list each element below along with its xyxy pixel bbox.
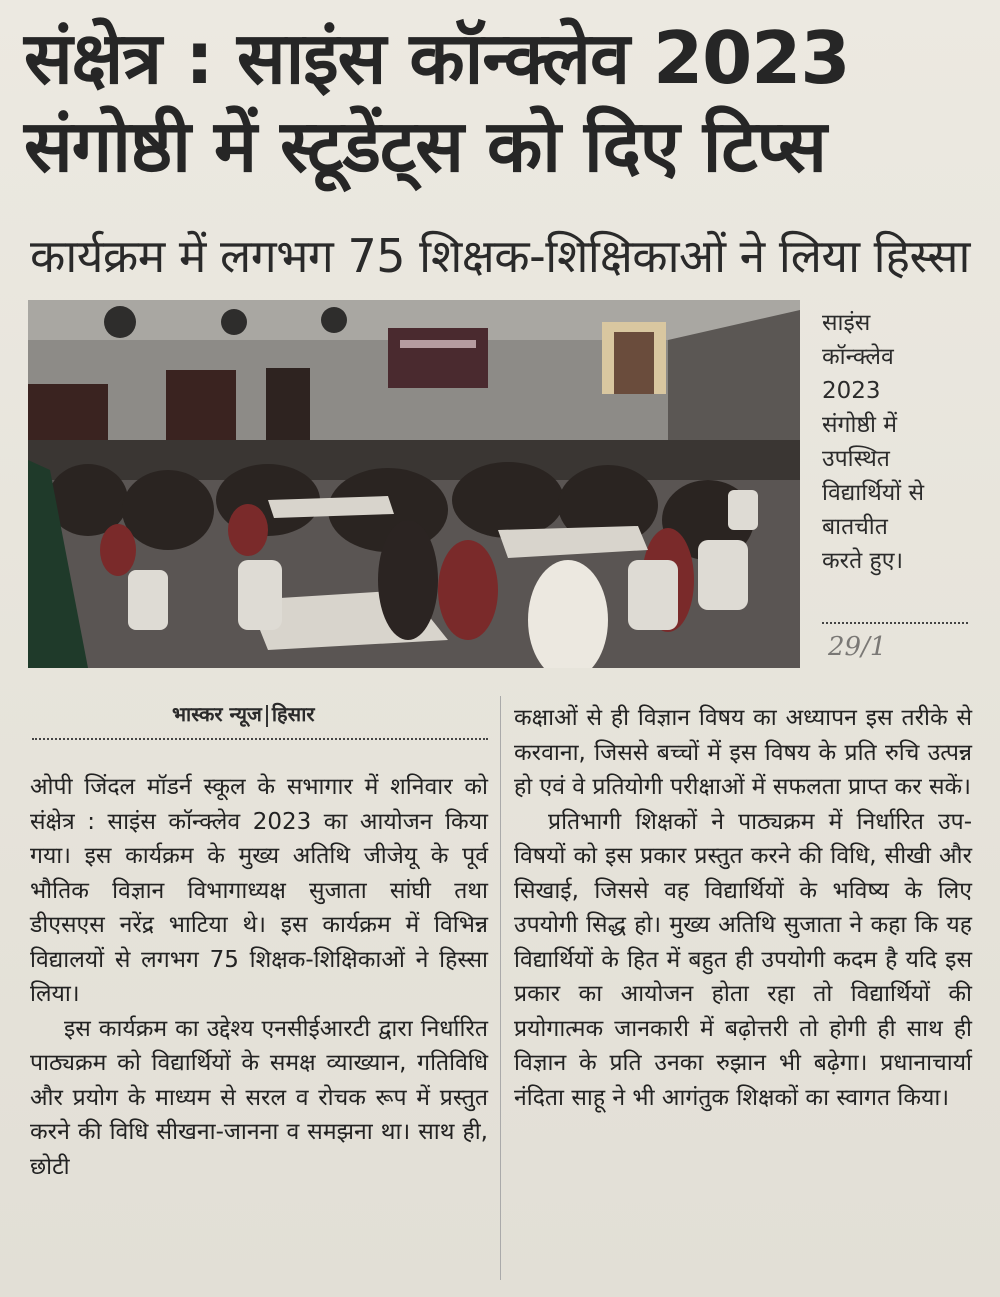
byline xyxy=(172,700,315,727)
column-divider xyxy=(500,696,501,1280)
headline-line-2: संगोष्ठी में स्टूडेंट्स को दिए टिप्स xyxy=(24,104,826,188)
article-paragraph: प्रतिभागी शिक्षकों ने पाठ्यक्रम में निर्धारित उप-विषयों को इस प्रकार प्रस्तुत करने की विधि, सीखी और सिखाई, जिससे वह विद्यार्थियों के भविष्य के लिए उपयोगी सिद्ध हो। मुख्य अतिथि सुजाता ने कहा कि यह विद्यार्थियों के हित में बहुत ही उपयोगी कदम है यदि इस प्रकार का आयोजन होता रहा तो विद्यार्थियों की प्रयोगात्मक जानकारी में बढ़ोत्तरी तो होगी ही साथ ही विज्ञान के प्रति उनका रुझान भी बढ़ेगा। प्रधानाचार्या नंदिता साहू ने भी आगंतुक शिक्षकों का स्वागत किया। xyxy=(514,808,972,1111)
byline-place: हिसार xyxy=(271,702,315,726)
caption-line: संगोष्ठी में xyxy=(822,412,898,438)
caption-line: विद्यार्थियों से xyxy=(822,480,925,506)
caption-divider xyxy=(822,622,968,624)
event-photo xyxy=(28,300,800,668)
caption-line: उपस्थित xyxy=(822,446,890,472)
byline-divider xyxy=(32,738,488,740)
photo-caption xyxy=(822,306,972,578)
article-paragraph: ओपी जिंदल मॉडर्न स्कूल के सभागार में शनिवार को संक्षेत्र : साइंस कॉन्क्लेव 2023 का आयोजन किया गया। इस कार्यक्रम के मुख्य अतिथि जीजेयू के पूर्व भौतिक विज्ञान विभागाध्यक्ष सुजाता सांघी तथा डीएसएस नरेंद्र भाटिया थे। इस कार्यक्रम में विभिन्न विद्यालयों से लगभग 75 शिक्षक-शिक्षिकाओं ने हिस्सा लिया। xyxy=(30,774,488,1007)
byline-separator xyxy=(266,705,268,727)
caption-line: कॉन्क्लेव xyxy=(822,344,894,370)
article-column-1 xyxy=(30,770,488,1184)
caption-line: साइंस xyxy=(822,310,871,336)
caption-line: 2023 xyxy=(822,378,881,404)
article-column-2 xyxy=(514,701,972,1115)
caption-line: करते हुए। xyxy=(822,548,904,574)
article-paragraph: इस कार्यक्रम का उद्देश्य एनसीईआरटी द्वारा निर्धारित पाठ्यक्रम को विद्यार्थियों के समक्ष व्याख्यान, गतिविधि और प्रयोग के माध्यम से सरल व रोचक रूप में प्रस्तुत करने की विधि सीखना-जानना व समझना था। साथ ही, छोटी xyxy=(30,1015,488,1180)
headline-line-1: संक्षेत्र : साइंस कॉन्क्लेव 2023 xyxy=(24,16,850,100)
article-paragraph: कक्षाओं से ही विज्ञान विषय का अध्यापन इस तरीके से करवाना, जिससे बच्चों में इस विषय के प्रति रुचि उत्पन्न हो एवं वे प्रतियोगी परीक्षाओं में सफलता प्राप्त कर सकें। xyxy=(514,705,972,800)
byline-source: भास्कर न्यूज xyxy=(172,702,262,726)
auditorium-photo-illustration xyxy=(28,300,800,668)
caption-line: बातचीत xyxy=(822,514,888,540)
handwritten-note: 29/1 xyxy=(828,632,887,662)
subheadline: कार्यक्रम में लगभग 75 शिक्षक-शिक्षिकाओं ने लिया हिस्सा xyxy=(30,229,970,283)
